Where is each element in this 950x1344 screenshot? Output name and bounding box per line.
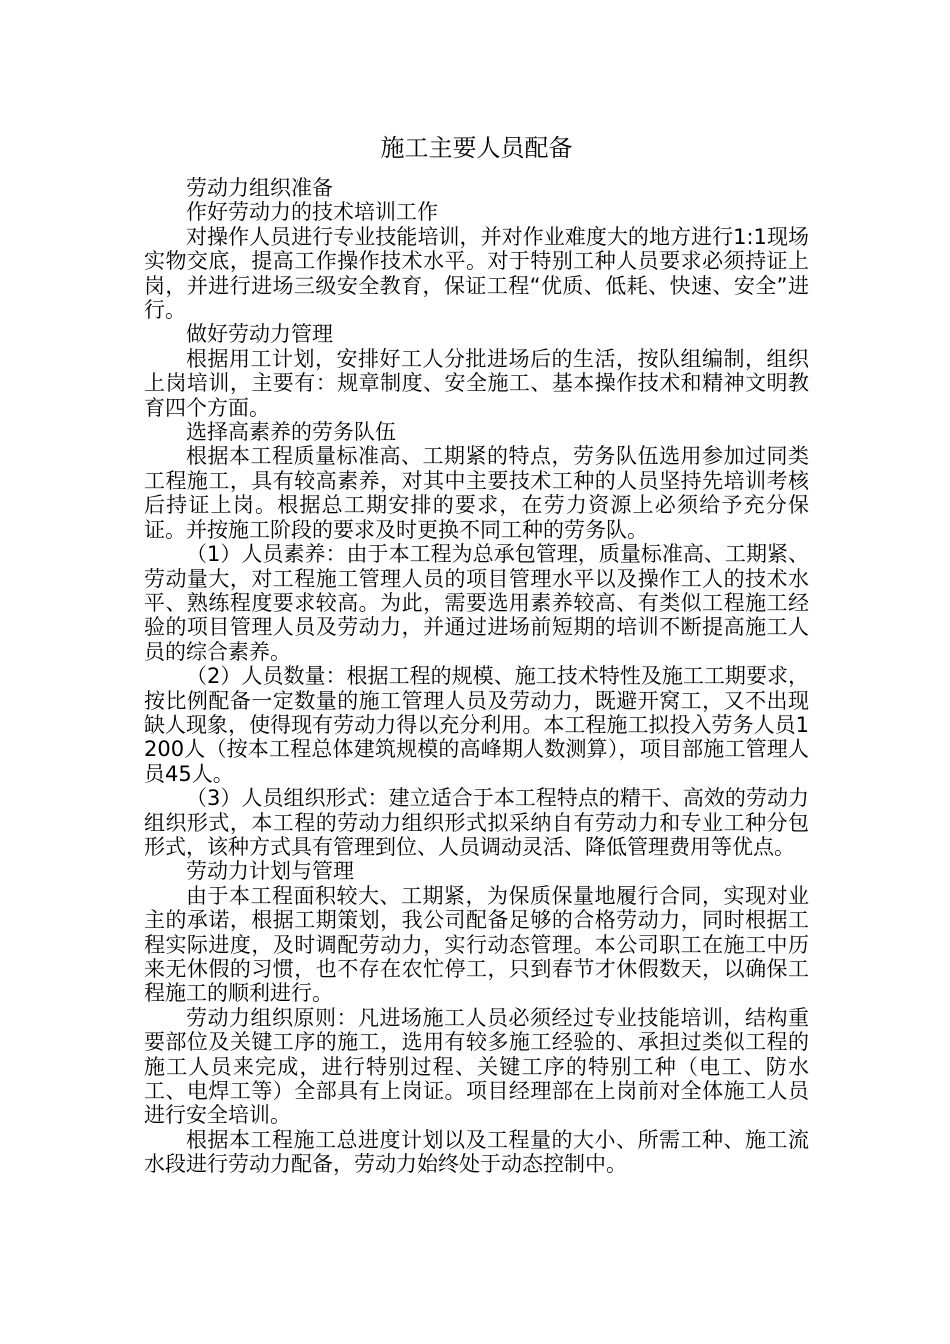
paragraph-organization-form: （3）人员组织形式：建立适合于本工程特点的精干、高效的劳动力组织形式，本工程的劳动力组织形式拟采纳自有劳动力和专业工种分包形式，该种方式具有管理到位、人员调动灵活、降低管理费用等优点。 [144,786,809,859]
section-heading-labor-plan: 劳动力计划与管理 [186,859,354,884]
section-heading-technical-training: 作好劳动力的技术培训工作 [186,200,438,225]
paragraph-management: 根据用工计划，安排好工人分批进场后的生活，按队组编制，组织上岗培训，主要有：规章制度、安全施工、基本操作技术和精神文明教育四个方面。 [144,346,809,420]
paragraph-labor-allocation: 根据本工程施工总进度计划以及工程量的大小、所需工种、施工流水段进行劳动力配备，劳动力始终处于动态控制中。 [144,1127,809,1177]
paragraph-personnel-quantity: （2）人员数量：根据工程的规模、施工技术特性及施工工期要求，按比例配备一定数量的施工管理人员及劳动力，既避开窝工，又不出现缺人现象，使得现有劳动力得以充分利用。本工程施工拟投入劳务人员1200人（按本工程总体建筑规模的高峰期人数测算），项目部施工管理人员45人。 [144,664,809,786]
section-heading-labor-management: 做好劳动力管理 [186,322,333,347]
document-page [144,128,809,1177]
section-heading-labor-preparation: 劳动力组织准备 [186,176,333,200]
paragraph-personnel-quality: （1）人员素养：由于本工程为总承包管理，质量标准高、工期紧、劳动量大，对工程施工管理人员的项目管理水平以及操作工人的技术水平、熟练程度要求较高。为此，需要选用素养较高、有类似工程施工经验的项目管理人员及劳动力，并通过进场前短期的培训不断提高施工人员的综合素养。 [144,542,809,664]
paragraph-organization-principle: 劳动力组织原则：凡进场施工人员必须经过专业技能培训，结构重要部位及关键工序的施工，选用有较多施工经验的、承担过类似工程的施工人员来完成，进行特别过程、关键工序的特别工种（电工、防水工、电焊工等）全部具有上岗证。项目经理部在上岗前对全体施工人员进行安全培训。 [144,1005,809,1128]
paragraph-training: 对操作人员进行专业技能培训，并对作业难度大的地方进行1:1现场实物交底，提高工作操作技术水平。对于特别工种人员要求必须持证上岗，并进行进场三级安全教育，保证工程“优质、低耗、快速、安全”进行。 [144,224,809,323]
document-title: 施工主要人员配备 [380,134,573,162]
paragraph-labor-plan: 由于本工程面积较大、工期紧，为保质保量地履行合同，实现对业主的承诺，根据工期策划，我公司配备足够的合格劳动力，同时根据工程实际进度，及时调配劳动力，实行动态管理。本公司职工在施工中历来无休假的习惯，也不存在农忙停工，只到春节才休假数天，以确保工程施工的顺利进行。 [144,883,809,1006]
paragraph-team: 根据本工程质量标准高、工期紧的特点，劳务队伍选用参加过同类工程施工，具有较高素养，对其中主要技术工种的人员坚持先培训考核后持证上岗。根据总工期安排的要求，在劳力资源上必须给予充分保证。并按施工阶段的要求及时更换不同工种的劳务队。 [144,444,809,542]
section-heading-labor-team: 选择高素养的劳务队伍 [186,420,396,445]
